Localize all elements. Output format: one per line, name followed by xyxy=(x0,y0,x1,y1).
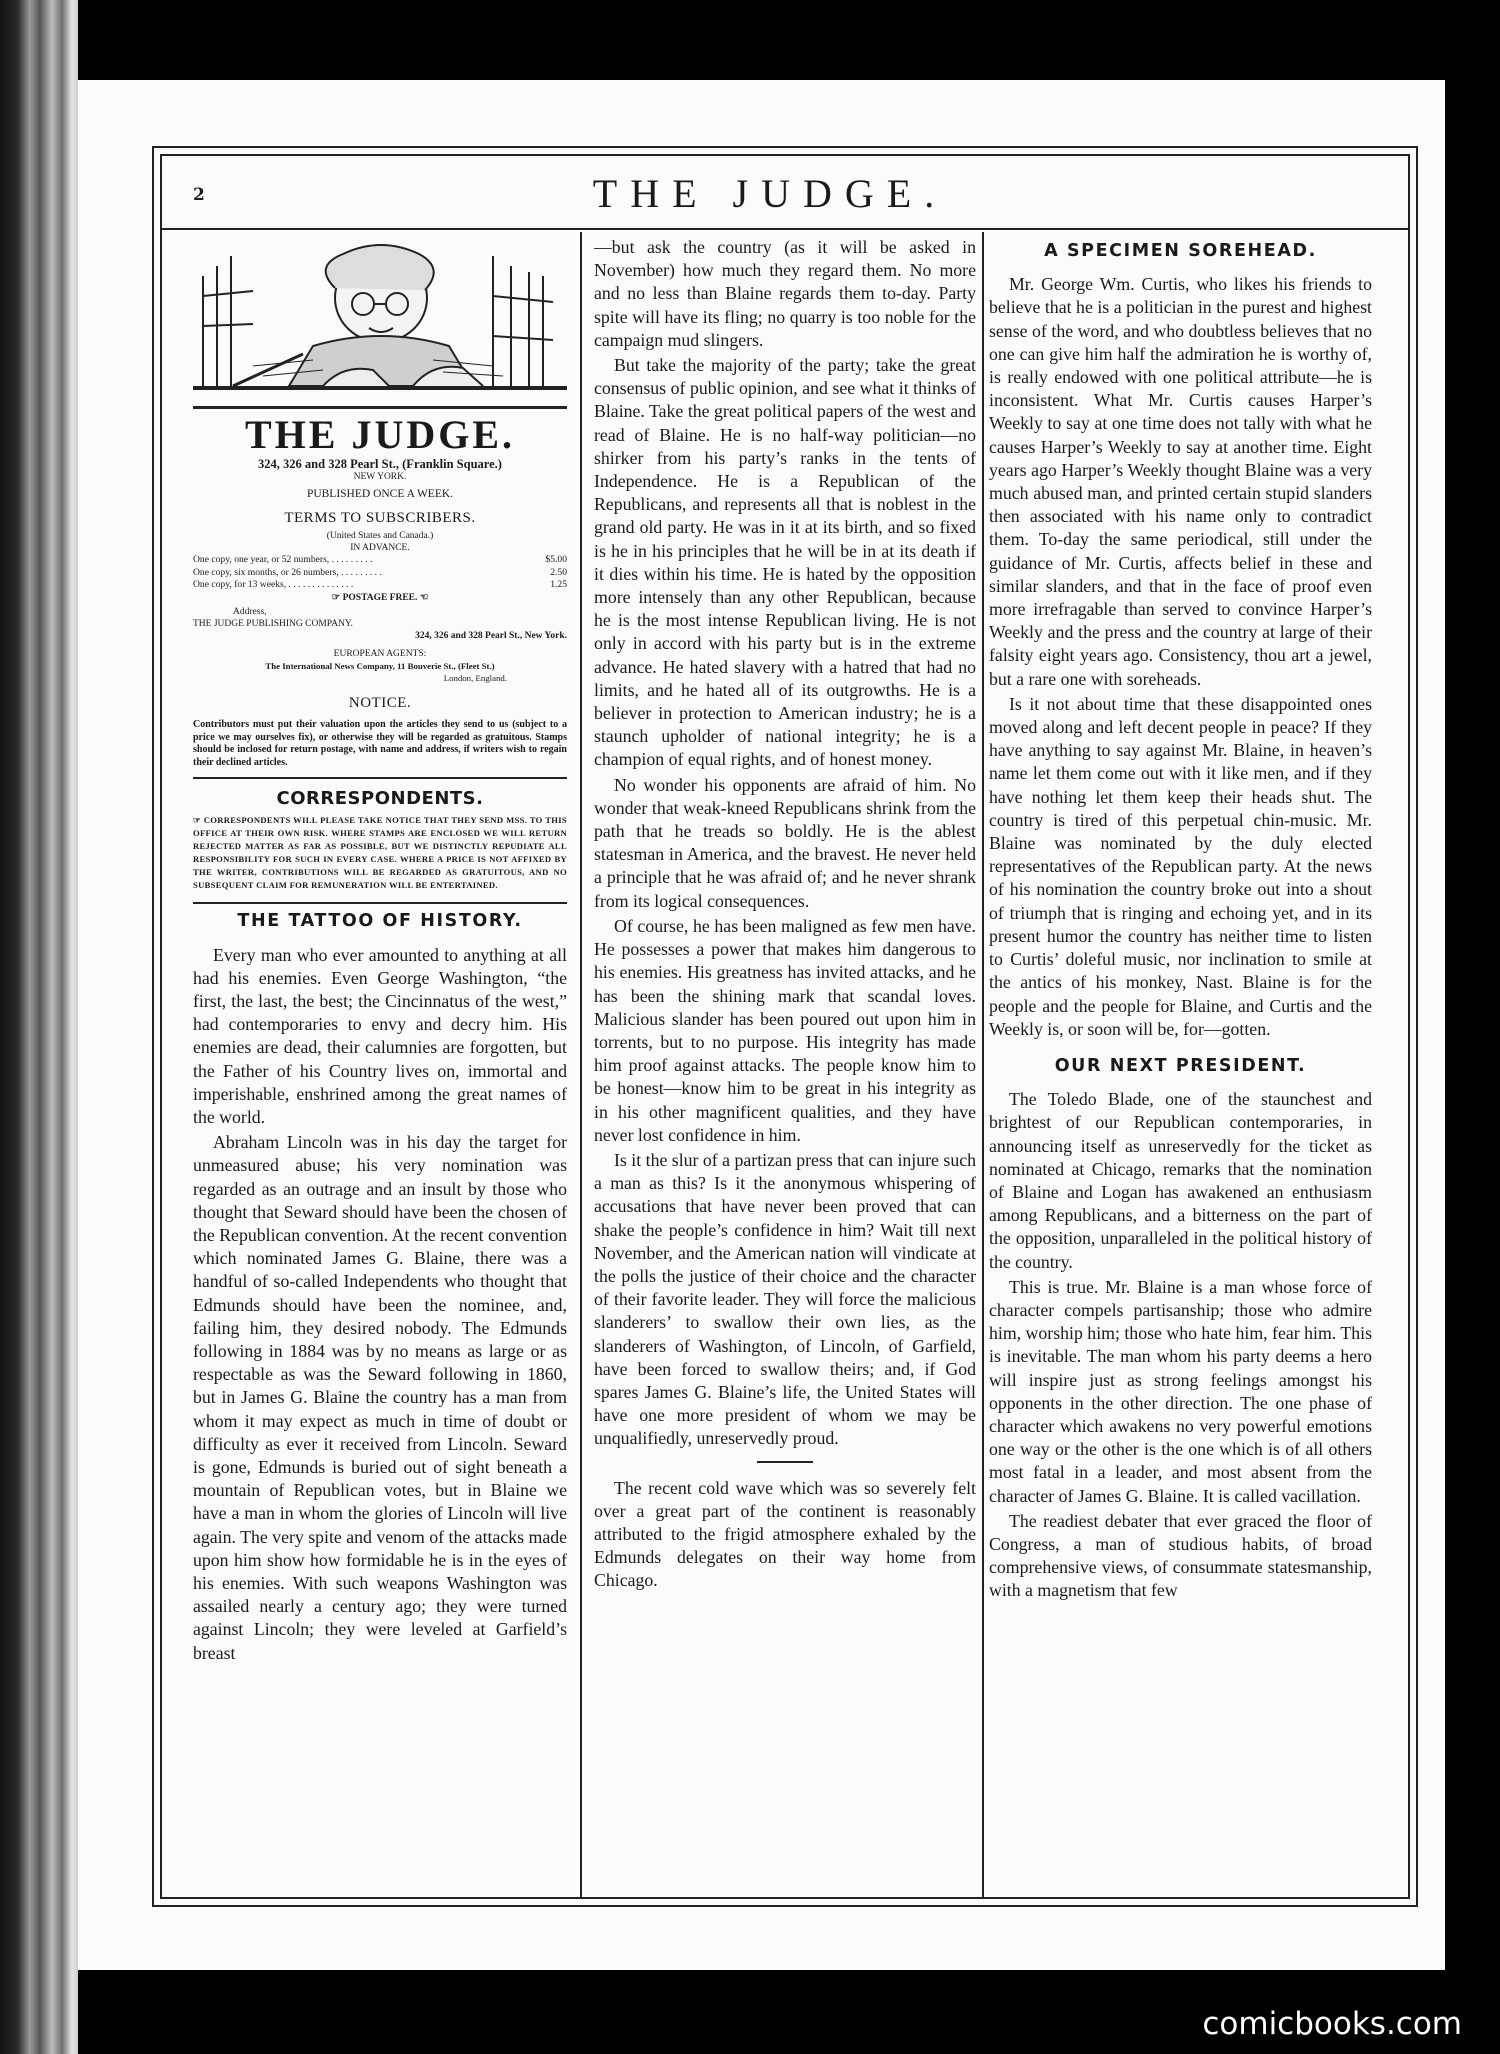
tattoo-heading: THE TATTOO OF HISTORY. xyxy=(237,911,523,932)
rate-desc: One copy, six months, or 26 numbers, . . . . . . . . . xyxy=(193,566,382,578)
rate-row xyxy=(193,554,567,567)
president-heading: OUR NEXT PRESIDENT. xyxy=(1054,1055,1307,1076)
rate-row xyxy=(193,579,567,592)
terms-in-advance: IN ADVANCE. xyxy=(350,543,410,554)
company-address: 324, 326 and 328 Pearl St., New York. xyxy=(415,630,567,641)
box-bottom-rule xyxy=(193,902,567,904)
tattoo-paragraph-3: —but ask the country (as it will be asked in November) how much they regard them. No more and no less than Blaine regards them to-day. Party spite will have its fling; no quarry is too noble for the campaign mud slingers. xyxy=(594,237,976,350)
site-watermark: comicbooks.com xyxy=(1202,2006,1462,2042)
tattoo-paragraph-2: Abraham Lincoln was in his day the target for unmeasured abuse; his very nomination was regarded as an outrage and an insult by those who thought that Seward should have been the chosen of the Republican convention. At the recent convention which nominated James G. Blaine, there was a handful of so-called Independents who thought that Edmunds should have been the nominee, and, failing him, they desired nobody. The Edmunds following in 1884 was by no means as large or as respectable as was the Seward following in 1860, but in James G. Blaine the country has a man from whom it may expect as much in time of doubt or difficulty as ever it received from Lincoln. Seward is gone, Edmunds is buried out of sight beneath a mountain of Republican votes, but in Blaine we have a man in whom the glories of Lincoln will live again. The very spite and venom of the attacks made upon him show how formidable he is in the eyes of his enemies. With such weapons Washington was assailed nearly a century ago; they were turned against Lincoln; they were leveled at Garfield’s breast xyxy=(193,1132,567,1663)
tattoo-paragraph-1: Every man who ever amounted to anything at all had his enemies. Even George Washington, “the first, the last, the best; the Cincinnatus of the west,” had contemporaries to envy and decry him. His enemies are dead, their calumnies are forgotten, but the Father of his Country lives on, immortal and imperishable, enshrined among the great names of the world. xyxy=(193,944,567,1127)
notice-heading: NOTICE. xyxy=(348,694,412,711)
terms-heading: TERMS TO SUBSCRIBERS. xyxy=(284,510,476,527)
book-spine xyxy=(0,0,78,2054)
notice-body: Contributors must put their valuation upon the articles they send to us (subject to a price we may ourselves fix), or otherwise they will be regarded as gratuitous. Stamps should be inclosed for return postage, with name and address, if writers wish to regain their declined articles. xyxy=(193,719,567,768)
publisher-title: THE JUDGE. xyxy=(244,412,516,458)
agents-city: London, England. xyxy=(443,672,507,683)
sorehead-paragraph-1: Mr. George Wm. Curtis, who likes his friends to believe that he is a politician in the purest and highest sense of the word, and who doubtless believes that no one can give him half the admiration he is worthy of, is really endowed with one political attribute—he is inconsistent. What Mr. Curtis causes Harper’s Weekly to say at one time does not tally with what he causes Harper’s Weekly to say at another time. Eight years ago Harper’s Weekly thought Blaine was a very much abused man, and printed certain stupid slanders then associated with his name only to contradict them. To-day the same periodical, still under the guidance of Mr. Curtis, affects belief in these and similar slanders, and that in the face of proof even more irrefragable than served to convince Harper’s Weekly and the press and the country at large of their falsity eight years ago. Consistency, thou art a jewel, but a rare one with soreheads. xyxy=(989,274,1372,689)
cold-wave-paragraph: The recent cold wave which was so severely felt over a great part of the continent is reasonably attributed to the frigid atmosphere exhaled by the Edmunds delegates on their way home from Chicago. xyxy=(594,1477,976,1591)
agents-heading: EUROPEAN AGENTS: xyxy=(333,648,427,659)
rate-row xyxy=(193,567,567,580)
masthead: THE JUDGE. xyxy=(592,171,948,216)
correspondents-body: ☞ CORRESPONDENTS WILL PLEASE TAKE NOTICE THAT THEY SEND MSS. TO THIS OFFICE AT THEIR OWN RISK. WHERE STAMPS ARE ENCLOSED WE WILL RETURN REJECTED MATTER AS FAR AS POSSIBLE, BUT WE DISTINCTLY REPUDIATE ALL RESPONSIBILITY FOR SUCH IN EVERY CASE. WHERE A PRICE IS NOT AFFIXED BY THE WRITER, CONTRIBUTIONS WILL BE REGARDED AS GRATUITOUS, AND NO SUBSEQUENT CLAIM FOR REMUNERATION WILL BE ENTERTAINED. xyxy=(193,815,567,891)
judge-illustration xyxy=(193,236,567,398)
president-paragraph-1: The Toledo Blade, one of the staunchest and brightest of our Republican contemporaries, in announcing itself as unreservedly for the ticket as nominated at Chicago, remarks that the nomination of Blaine and Logan has awakened an enthusiasm among Republicans, and a bitterness on the part of the opposition, unparalleled in the political history of the country. xyxy=(989,1089,1372,1272)
rate-value: 2.50 xyxy=(550,566,567,578)
tattoo-paragraph-7: Is it the slur of a partizan press that can injure such a man as this? Is it the anonymous whispering of accusations that have never been proved that can shake the people’s confidence in him? Wait till next November, and the American nation will vindicate at the polls the justice of their choice and the character of their favorite leader. They will force the malicious slanderers’ to swallow their own lies, as the slanderers of Washington, of Lincoln, of Garfield, have been forced to swallow theirs; and, if God spares James G. Blaine’s life, the United States will have one more president of whom we may be unqualifiedly, unreservedly proud. xyxy=(594,1149,976,1449)
column-1 xyxy=(193,236,567,1884)
company-name: THE JUDGE PUBLISHING COMPANY. xyxy=(193,618,353,629)
address-label: Address, xyxy=(233,606,267,617)
column-rule-1 xyxy=(580,232,582,1897)
column-rule-2 xyxy=(982,232,984,1897)
president-paragraph-2: This is true. Mr. Blaine is a man whose force of character compels partisanship; those who admire him, worship him; those who hate him, fear him. This is inevitable. The man whom his party deems a hero will inspire just as strong feelings amongst his opponents in the other direction. The one phase of character which awakens no very powerful emotions one way or the other is the one which is of all others most fatal in a leader, and most absent from the character of James G. Blaine. It is called vacillation. xyxy=(989,1276,1372,1506)
tattoo-paragraph-6: Of course, he has been maligned as few men have. He possesses a power that makes him dangerous to his enemies. His greatness has invited attacks, and he has been the shining mark that scandal loves. Malicious slander has been poured out upon him in torrents, but to no purpose. His integrity has made him proof against attacks. The people know him to be honest—know him to be great in his integrity as in his other magnificent qualities, and they have never lost confidence in him. xyxy=(594,915,976,1145)
column-3 xyxy=(989,236,1372,1884)
notice-rule xyxy=(193,777,567,779)
sorehead-paragraph-2: Is it not about time that these disappointed ones moved along and left decent people in peace? If they have anything to say against Mr. Blaine, in heaven’s name let them come out with it like men, and if they have nothing let them keep their heads shut. The country is tired of this perpetual chin-music. Mr. Blaine was nominated by the duly elected representatives of the Republican party. At the news of his nomination the country broke out into a shout of triumph that is ringing and echoing yet, and in its present humor the country has neither time to listen to Curtis’ doleful music, nor inclination to smile at the antics of his monkey, Nast. Blaine is for the people and the people for Blaine, and Curtis and the Weekly is, or soon will be, for—gotten. xyxy=(989,693,1372,1039)
president-paragraph-3: The readiest debater that ever graced the floor of Congress, a man of studious habits, of broad comprehensive views, of consummate statesmanship, with a magnetism that few xyxy=(989,1510,1372,1601)
tattoo-paragraph-4: But take the majority of the party; take the great consensus of public opinion, and see what it thinks of Blaine. Take the great political papers of the west and read of Blaine. He is no half-way politician—no shirker from his party’s ranks in the tents of Independence. He is a Republican of the Republicans, and represents all that is noblest in the grand old party. He was in it at its birth, and so fixed is he in his principles that he will be in at its death if it dies within his time. He is hated by the opposition more intensely than any other Republican, because he is the most intense Republican living. He is not only in accord with his party but is in the extreme advance. He hated slavery with a hatred that had no limits, and he hated all of its outgrowths. He is a believer in protection to American industry; he is a staunch upholder of national integrity; he is a champion of equal rights, and of honest money. xyxy=(594,355,976,770)
column-2 xyxy=(594,236,976,1884)
rate-value: 1.25 xyxy=(550,579,567,591)
terms-scope: (United States and Canada.) xyxy=(326,531,434,542)
rate-desc: One copy, one year, or 52 numbers, . . . . . . . . . xyxy=(193,554,373,566)
correspondents-heading: CORRESPONDENTS. xyxy=(276,788,484,810)
publisher-address: 324, 326 and 328 Pearl St., (Franklin Square.) xyxy=(258,457,502,472)
rate-desc: One copy, for 13 weeks, . . . . . . . . . . . . . . xyxy=(193,579,354,591)
publisher-city: NEW YORK. xyxy=(353,472,407,483)
postage-line: ☞ POSTAGE FREE. ☜ xyxy=(331,592,429,603)
illustration-rule xyxy=(193,406,567,409)
agents-line: The International News Company, 11 Bouverie St., (Fleet St.) xyxy=(265,660,495,671)
section-divider xyxy=(757,1461,813,1463)
page-number: 2 xyxy=(193,185,205,205)
tattoo-paragraph-5: No wonder his opponents are afraid of him. No wonder that weak-kneed Republicans shrink from the path that he treads so boldly. He is the ablest statesman in America, and the bravest. He never held a principle that he was afraid of; and he never shrank from its logical consequences. xyxy=(594,774,976,911)
rate-value: $5.00 xyxy=(545,554,567,566)
publisher-frequency: PUBLISHED ONCE A WEEK. xyxy=(306,488,454,501)
sorehead-heading: A SPECIMEN SOREHEAD. xyxy=(1044,241,1317,261)
masthead-rule xyxy=(160,228,1410,230)
